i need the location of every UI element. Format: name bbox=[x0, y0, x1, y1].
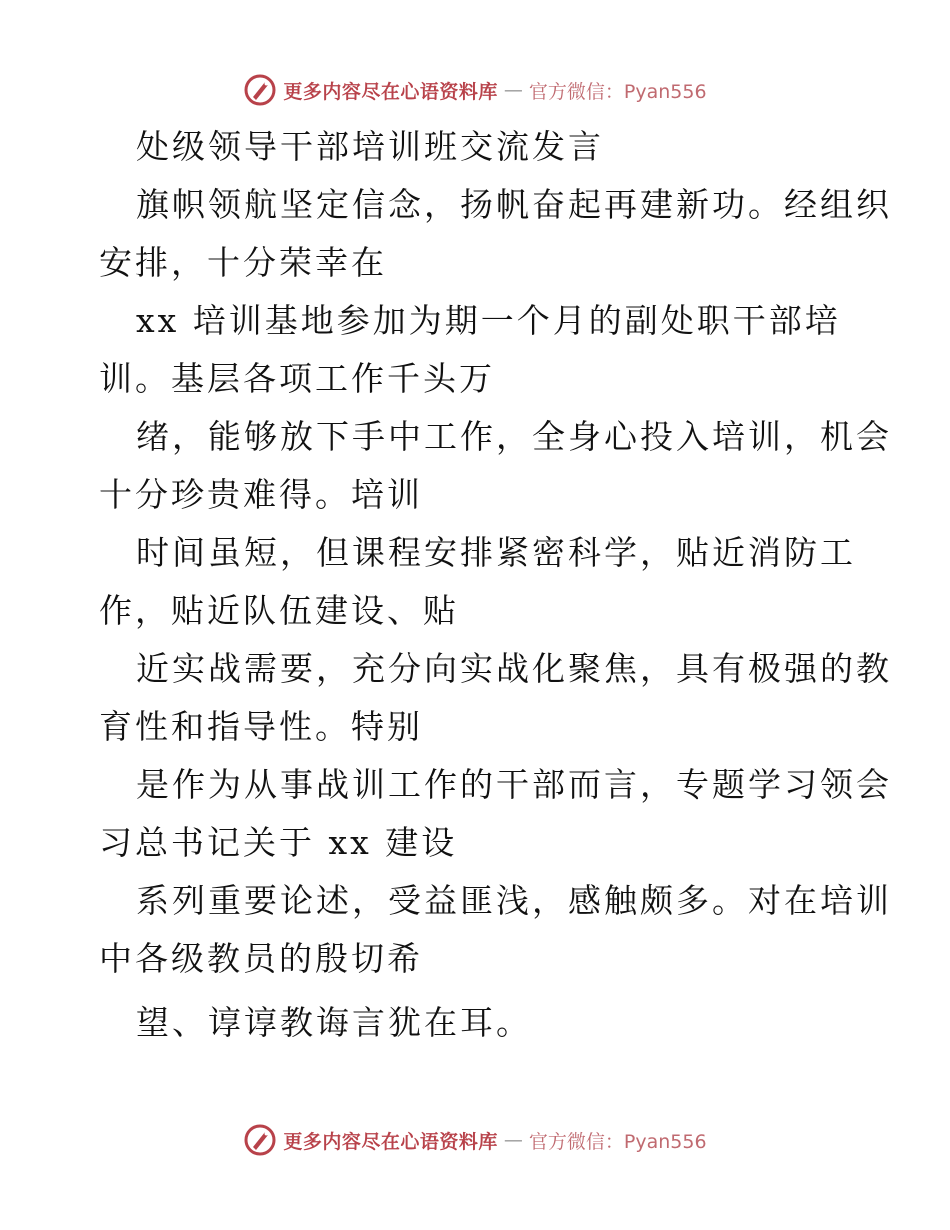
paragraph-line: 系列重要论述，受益匪浅，感触颇多。对在培训 bbox=[136, 881, 892, 920]
pen-circle-logo-icon bbox=[243, 73, 277, 107]
paragraph-line: 中各级教员的殷切希 bbox=[99, 939, 423, 978]
paragraph-line: 作，贴近队伍建设、贴 bbox=[99, 591, 459, 630]
watermark-dash: — bbox=[503, 79, 523, 101]
footer-watermark bbox=[0, 1120, 950, 1160]
paragraph-line: 习总书记关于 xx 建设 bbox=[99, 823, 458, 862]
paragraph-line: 安排，十分荣幸在 bbox=[99, 243, 387, 282]
paragraph-line: 时间虽短，但课程安排紧密科学，贴近消防工 bbox=[136, 533, 856, 572]
paragraph-line: 育性和指导性。特别 bbox=[99, 707, 423, 746]
paragraph-line: 望、谆谆教诲言犹在耳。 bbox=[136, 1003, 532, 1042]
paragraph-line: 旗帜领航坚定信念，扬帆奋起再建新功。经组织 bbox=[136, 185, 892, 224]
watermark-main-text: 更多内容尽在心语资料库 bbox=[283, 80, 498, 103]
pen-circle-logo-icon bbox=[243, 1123, 277, 1157]
paragraph-line: 十分珍贵难得。培训 bbox=[99, 475, 423, 514]
paragraph-line: 训。基层各项工作千头万 bbox=[99, 359, 495, 398]
paragraph-line: 是作为从事战训工作的干部而言，专题学习领会 bbox=[136, 765, 892, 804]
watermark-wechat-text: 官方微信：Pyan556 bbox=[528, 1130, 707, 1153]
paragraph-line: 近实战需要，充分向实战化聚焦，具有极强的教 bbox=[136, 649, 892, 688]
header-watermark bbox=[0, 70, 950, 110]
paragraph-line: xx 培训基地参加为期一个月的副处职干部培 bbox=[136, 301, 841, 340]
watermark-dash: — bbox=[503, 1129, 523, 1151]
watermark-wechat-text: 官方微信：Pyan556 bbox=[528, 80, 707, 103]
document-title: 处级领导干部培训班交流发言 bbox=[136, 127, 604, 166]
watermark-main-text: 更多内容尽在心语资料库 bbox=[283, 1130, 498, 1153]
paragraph-line: 绪，能够放下手中工作，全身心投入培训，机会 bbox=[136, 417, 892, 456]
